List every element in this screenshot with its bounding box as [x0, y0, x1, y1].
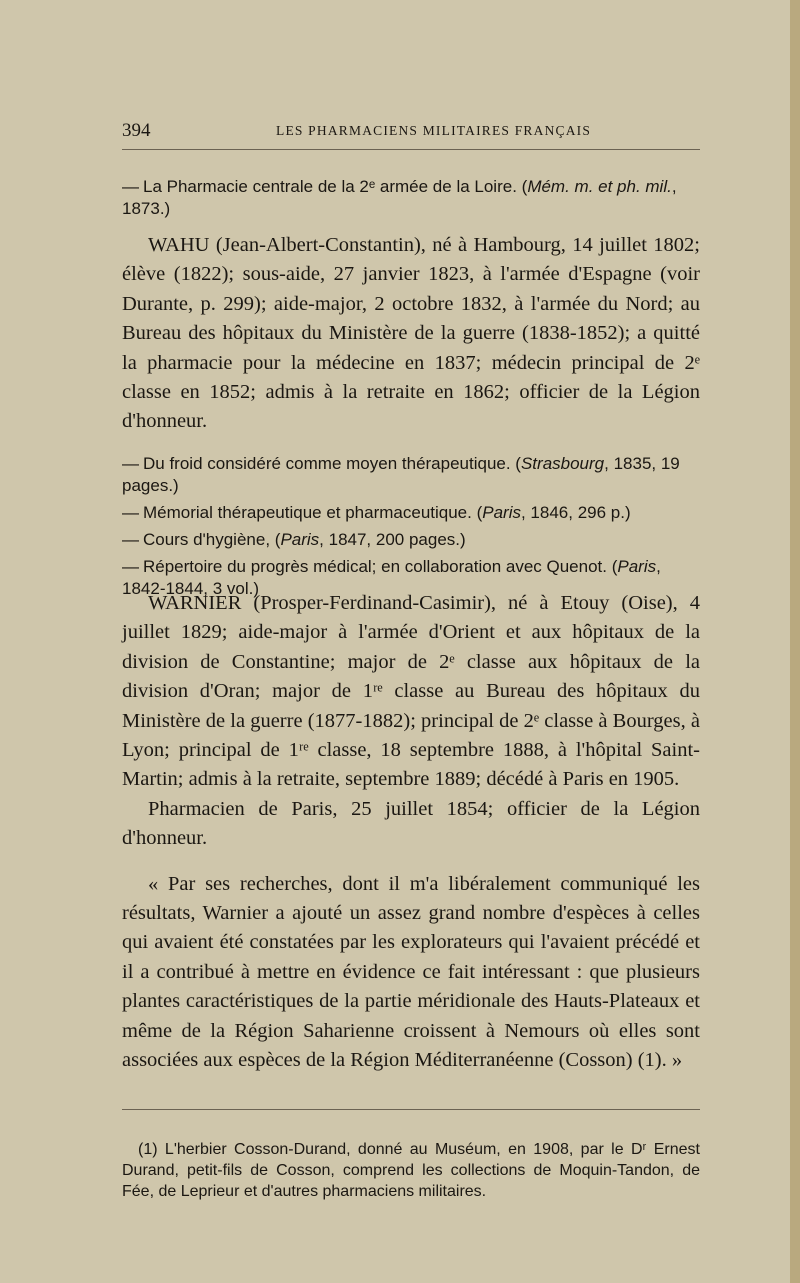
footnote: (1) L'herbier Cosson-Durand, donné au Muséum, en 1908, par le Dʳ Ernest Durand, petit-fils de Cosson, comprend les collections de Moquin-Tandon, de Fée, de Leprieur et d'autres pharmaciens militaires.: [122, 1141, 700, 1200]
warnier-quote: « Par ses recherches, dont il m'a libéralement communiqué les résultats, Warnier a ajouté un assez grand nombre d'espèces à celles qui avaient été constatées par les explorateurs qui l'avaient précédé et il a contribué à mettre en évidence ce fait intéressant : que plusieurs plantes caractéristiques de la partie méridionale des Hauts-Plateaux et même de la Région Saharienne croissent à Nemours où elles sont associées aux espèces de la Région Méditerranéenne (Cosson) (1). »: [122, 872, 700, 1072]
reference-year: , 1873.): [122, 177, 677, 218]
footnote-rule: [122, 1109, 700, 1110]
wahu-paragraph: WAHU (Jean-Albert-Constantin), né à Hambourg, 14 juillet 1802; élève (1822); sous-aide, 27 janvier 1823, à l'armée d'Espagne (voir Durante, p. 299); aide-major, 2 octobre 1832, à l'armée du Nord; au Bureau des hôpitaux du Ministère de la guerre (1838-1852); a quitté la pharmacie pour la médecine en 1837; médecin principal de 2ᵉ classe en 1852; admis à la retraite en 1862; officier de la Légion d'honneur.: [122, 234, 700, 433]
reference-text: La Pharmacie centrale de la 2ᵉ armée de la Loire. (: [143, 177, 528, 196]
header-rule: [122, 149, 700, 150]
wahu-entry: [122, 231, 700, 605]
dash: —: [122, 177, 139, 196]
wahu-reference-1: — Du froid considéré comme moyen thérapeutique. (Strasbourg, 1835, 19 pages.): [122, 453, 680, 495]
warnier-entry: [122, 589, 700, 1076]
wahu-reference-3: — Cours d'hygiène, (Paris, 1847, 200 pages.): [122, 529, 466, 549]
warnier-paragraph-2: Pharmacien de Paris, 25 juillet 1854; officier de la Légion d'honneur.: [122, 797, 700, 850]
page-number: 394: [122, 120, 151, 141]
wahu-reference-2: — Mémorial thérapeutique et pharmaceutique. (Paris, 1846, 296 p.): [122, 502, 631, 522]
top-reference: [122, 176, 700, 225]
reference-line: [122, 176, 700, 220]
page-header: [122, 120, 700, 144]
page-edge: [790, 0, 800, 1283]
warnier-paragraph: WARNIER (Prosper-Ferdinand-Casimir), né à Etouy (Oise), 4 juillet 1829; aide-major à l'armée d'Orient et aux hôpitaux de la division de Constantine; major de 2ᵉ classe aux hôpitaux de la division d'Oran; major de 1ʳᵉ classe au Bureau des hôpitaux du Ministère de la guerre (1877-1882); principal de 2ᵉ classe à Bourges, à Lyon; principal de 1ʳᵉ classe, 18 septembre 1888, à l'hôpital Saint-Martin; admis à la retraite, septembre 1889; décédé à Paris en 1905.: [122, 592, 700, 791]
reference-source: Mém. m. et ph. mil.: [527, 177, 672, 196]
running-title: LES PHARMACIENS MILITAIRES FRANÇAIS: [276, 123, 592, 138]
wahu-reference-4: — Répertoire du progrès médical; en collaboration avec Quenot. (Paris, 1842-1844, 3 vol.): [122, 556, 661, 598]
